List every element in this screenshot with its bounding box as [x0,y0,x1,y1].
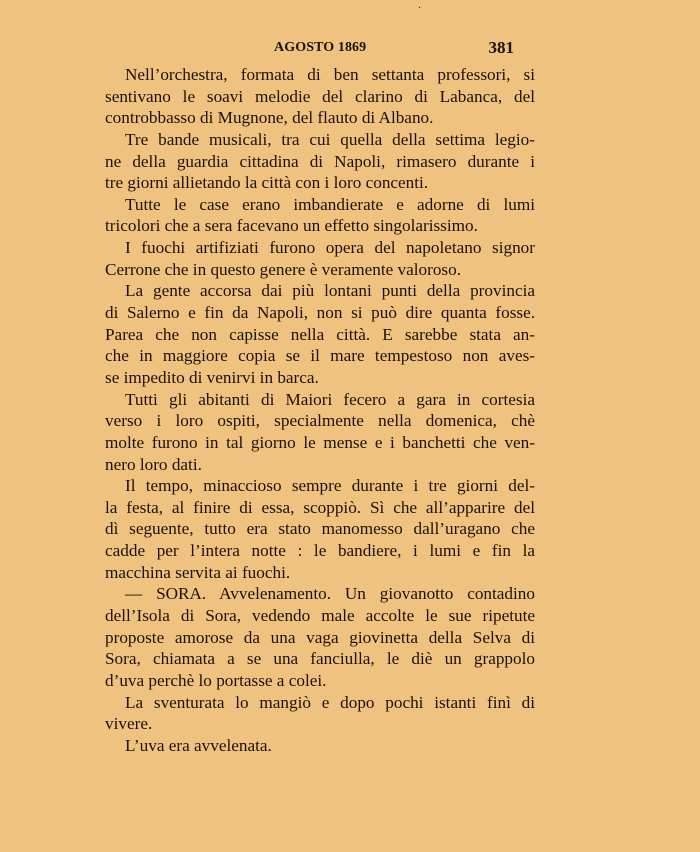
page-mark: · [418,3,422,14]
text-line: macchina servita ai fuochi. [105,562,291,582]
text-line: tre giorni allietando la città con i loro concenti. [105,173,429,193]
text-line: Cerrone che in questo genere è veramente valoroso. [105,259,462,279]
text-line: se impedito di venirvi in barca. [105,367,319,387]
text-line: Parea che non capisse nella città. E sarebbe stata an- [105,324,535,344]
text-line: La gente accorsa dai più lontani punti della provincia [125,281,535,301]
text-line: — SORA. Avvelenamento. Un giovanotto contadino [125,584,535,604]
text-line: la festa, al finire di essa, scoppiò. Sì che all’apparire del [105,497,535,517]
text-line: controbbasso di Mugnone, del flauto di Albano. [105,108,434,128]
text-line: Tutte le case erano imbandierate e adorne di lumi [125,194,535,214]
text-line: nero loro dati. [105,454,202,474]
text-line: dell’Isola di Sora, vedendo male accolte le sue ripetute [105,606,535,626]
text-line: che in maggiore copia se il mare tempestoso non aves- [105,346,535,366]
text-line: cadde per l’intera notte : le bandiere, i lumi e fin la [105,541,535,561]
text-line: sentivano le soavi melodie del clarino di Labanca, del [105,86,535,106]
text-line: dì seguente, tutto era stato manomesso dall’uragano che [105,519,535,539]
text-line: di Salerno e fin da Napoli, non si può dire quanta fosse. [105,303,535,323]
text-line: I fuochi artifiziati furono opera del napoletano signor [125,238,535,258]
body-text [105,64,535,757]
text-line: ne della guardia cittadina di Napoli, rimasero durante i [105,151,535,171]
text-line: d’uva perchè lo portasse a colei. [105,670,327,690]
text-line: Il tempo, minaccioso sempre durante i tre giorni del- [125,476,535,496]
page-number: 381 [488,38,514,57]
text-line: tricolori che a sera facevano un effetto singolarissimo. [105,216,478,236]
text-line: L’uva era avvelenata. [125,735,272,755]
text-line: proposte amorose da una vaga giovinetta della Selva di [105,627,535,647]
text-line: Tre bande musicali, tra cui quella della settima legio- [125,129,535,149]
text-line: molte furono in tal giorno le mense e i banchetti che ven- [105,432,535,452]
text-line: vivere. [105,714,153,734]
text-line: Sora, chiamata a se una fanciulla, le diè un grappolo [105,649,535,669]
text-line: Nell’orchestra, formata di ben settanta professori, si [125,65,535,84]
text-line: Tutti gli abitanti di Maiori fecero a gara in cortesia [125,389,535,409]
page-header [274,37,516,61]
running-head: AGOSTO 1869 [274,40,367,55]
text-line: verso i loro ospiti, specialmente nella domenica, chè [105,411,535,431]
text-line: La sventurata lo mangiò e dopo pochi istanti finì di [125,692,535,712]
